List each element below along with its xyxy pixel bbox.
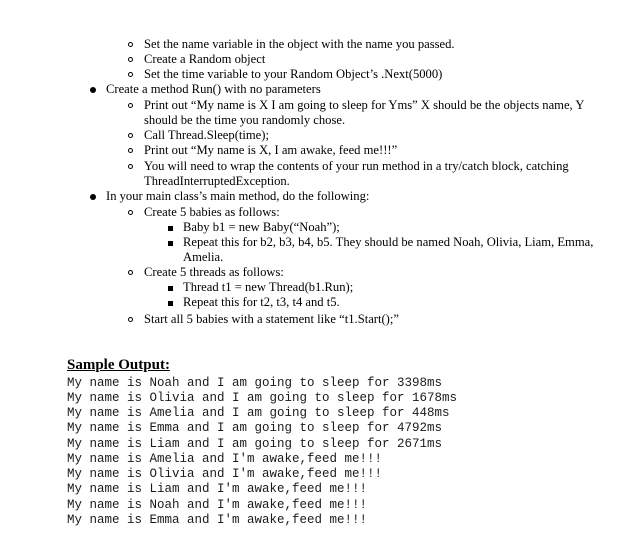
- instruction-line: Start all 5 babies with a statement like “t1.Start();”: [144, 312, 399, 326]
- circle-bullet-icon: [128, 133, 133, 138]
- square-bullet-icon: [168, 226, 173, 231]
- circle-bullet-icon: [128, 164, 133, 169]
- instruction-line-continued: should be the time you randomly chose.: [144, 113, 346, 127]
- instruction-line: Repeat this for t2, t3, t4 and t5.: [183, 295, 340, 309]
- output-line: My name is Olivia and I'm awake,feed me!!!: [67, 467, 383, 481]
- output-line: My name is Noah and I'm awake,feed me!!!: [67, 498, 368, 512]
- instruction-line: Create a method Run() with no parameters: [106, 82, 321, 96]
- square-bullet-icon: [168, 301, 173, 306]
- square-bullet-icon: [168, 286, 173, 291]
- output-line: My name is Amelia and I'm awake,feed me!!!: [67, 452, 383, 466]
- instruction-line: Repeat this for b2, b3, b4, b5. They should be named Noah, Olivia, Liam, Emma,: [183, 235, 594, 249]
- circle-bullet-icon: [128, 42, 133, 47]
- circle-bullet-icon: [128, 57, 133, 62]
- instruction-line-continued: Amelia.: [183, 250, 224, 264]
- instruction-line: In your main class’s main method, do the following:: [106, 189, 370, 203]
- instruction-line: Call Thread.Sleep(time);: [144, 128, 269, 142]
- disc-bullet-icon: [90, 194, 96, 200]
- circle-bullet-icon: [128, 72, 133, 77]
- instruction-line: Create a Random object: [144, 52, 266, 66]
- instruction-line: Print out “My name is X I am going to sleep for Yms” X should be the objects name, Y: [144, 98, 585, 112]
- circle-bullet-icon: [128, 317, 133, 322]
- instruction-line: Create 5 babies as follows:: [144, 205, 280, 219]
- output-line: My name is Liam and I am going to sleep for 2671ms: [67, 437, 443, 451]
- instruction-line: Create 5 threads as follows:: [144, 265, 284, 279]
- circle-bullet-icon: [128, 148, 133, 153]
- instruction-line-continued: ThreadInterruptedException.: [144, 174, 290, 188]
- output-line: My name is Olivia and I am going to sleep for 1678ms: [67, 391, 458, 405]
- instruction-line: Thread t1 = new Thread(b1.Run);: [183, 280, 354, 294]
- instruction-line: Baby b1 = new Baby(“Noah”);: [183, 220, 340, 234]
- instruction-line: Print out “My name is X, I am awake, feed me!!!”: [144, 143, 398, 157]
- instruction-line: Set the time variable to your Random Object’s .Next(5000): [144, 67, 443, 81]
- sample-output-heading: Sample Output:: [67, 357, 170, 373]
- circle-bullet-icon: [128, 210, 133, 215]
- disc-bullet-icon: [90, 87, 96, 93]
- output-line: My name is Emma and I am going to sleep for 4792ms: [67, 421, 443, 435]
- instruction-line: You will need to wrap the contents of your run method in a try/catch block, catching: [144, 159, 569, 173]
- output-line: My name is Emma and I'm awake,feed me!!!: [67, 513, 368, 527]
- output-line: My name is Amelia and I am going to sleep for 448ms: [67, 406, 450, 420]
- output-line: My name is Liam and I'm awake,feed me!!!: [67, 482, 368, 496]
- circle-bullet-icon: [128, 270, 133, 275]
- circle-bullet-icon: [128, 103, 133, 108]
- square-bullet-icon: [168, 241, 173, 246]
- instruction-line: Set the name variable in the object with the name you passed.: [144, 37, 455, 51]
- output-line: My name is Noah and I am going to sleep for 3398ms: [67, 376, 443, 390]
